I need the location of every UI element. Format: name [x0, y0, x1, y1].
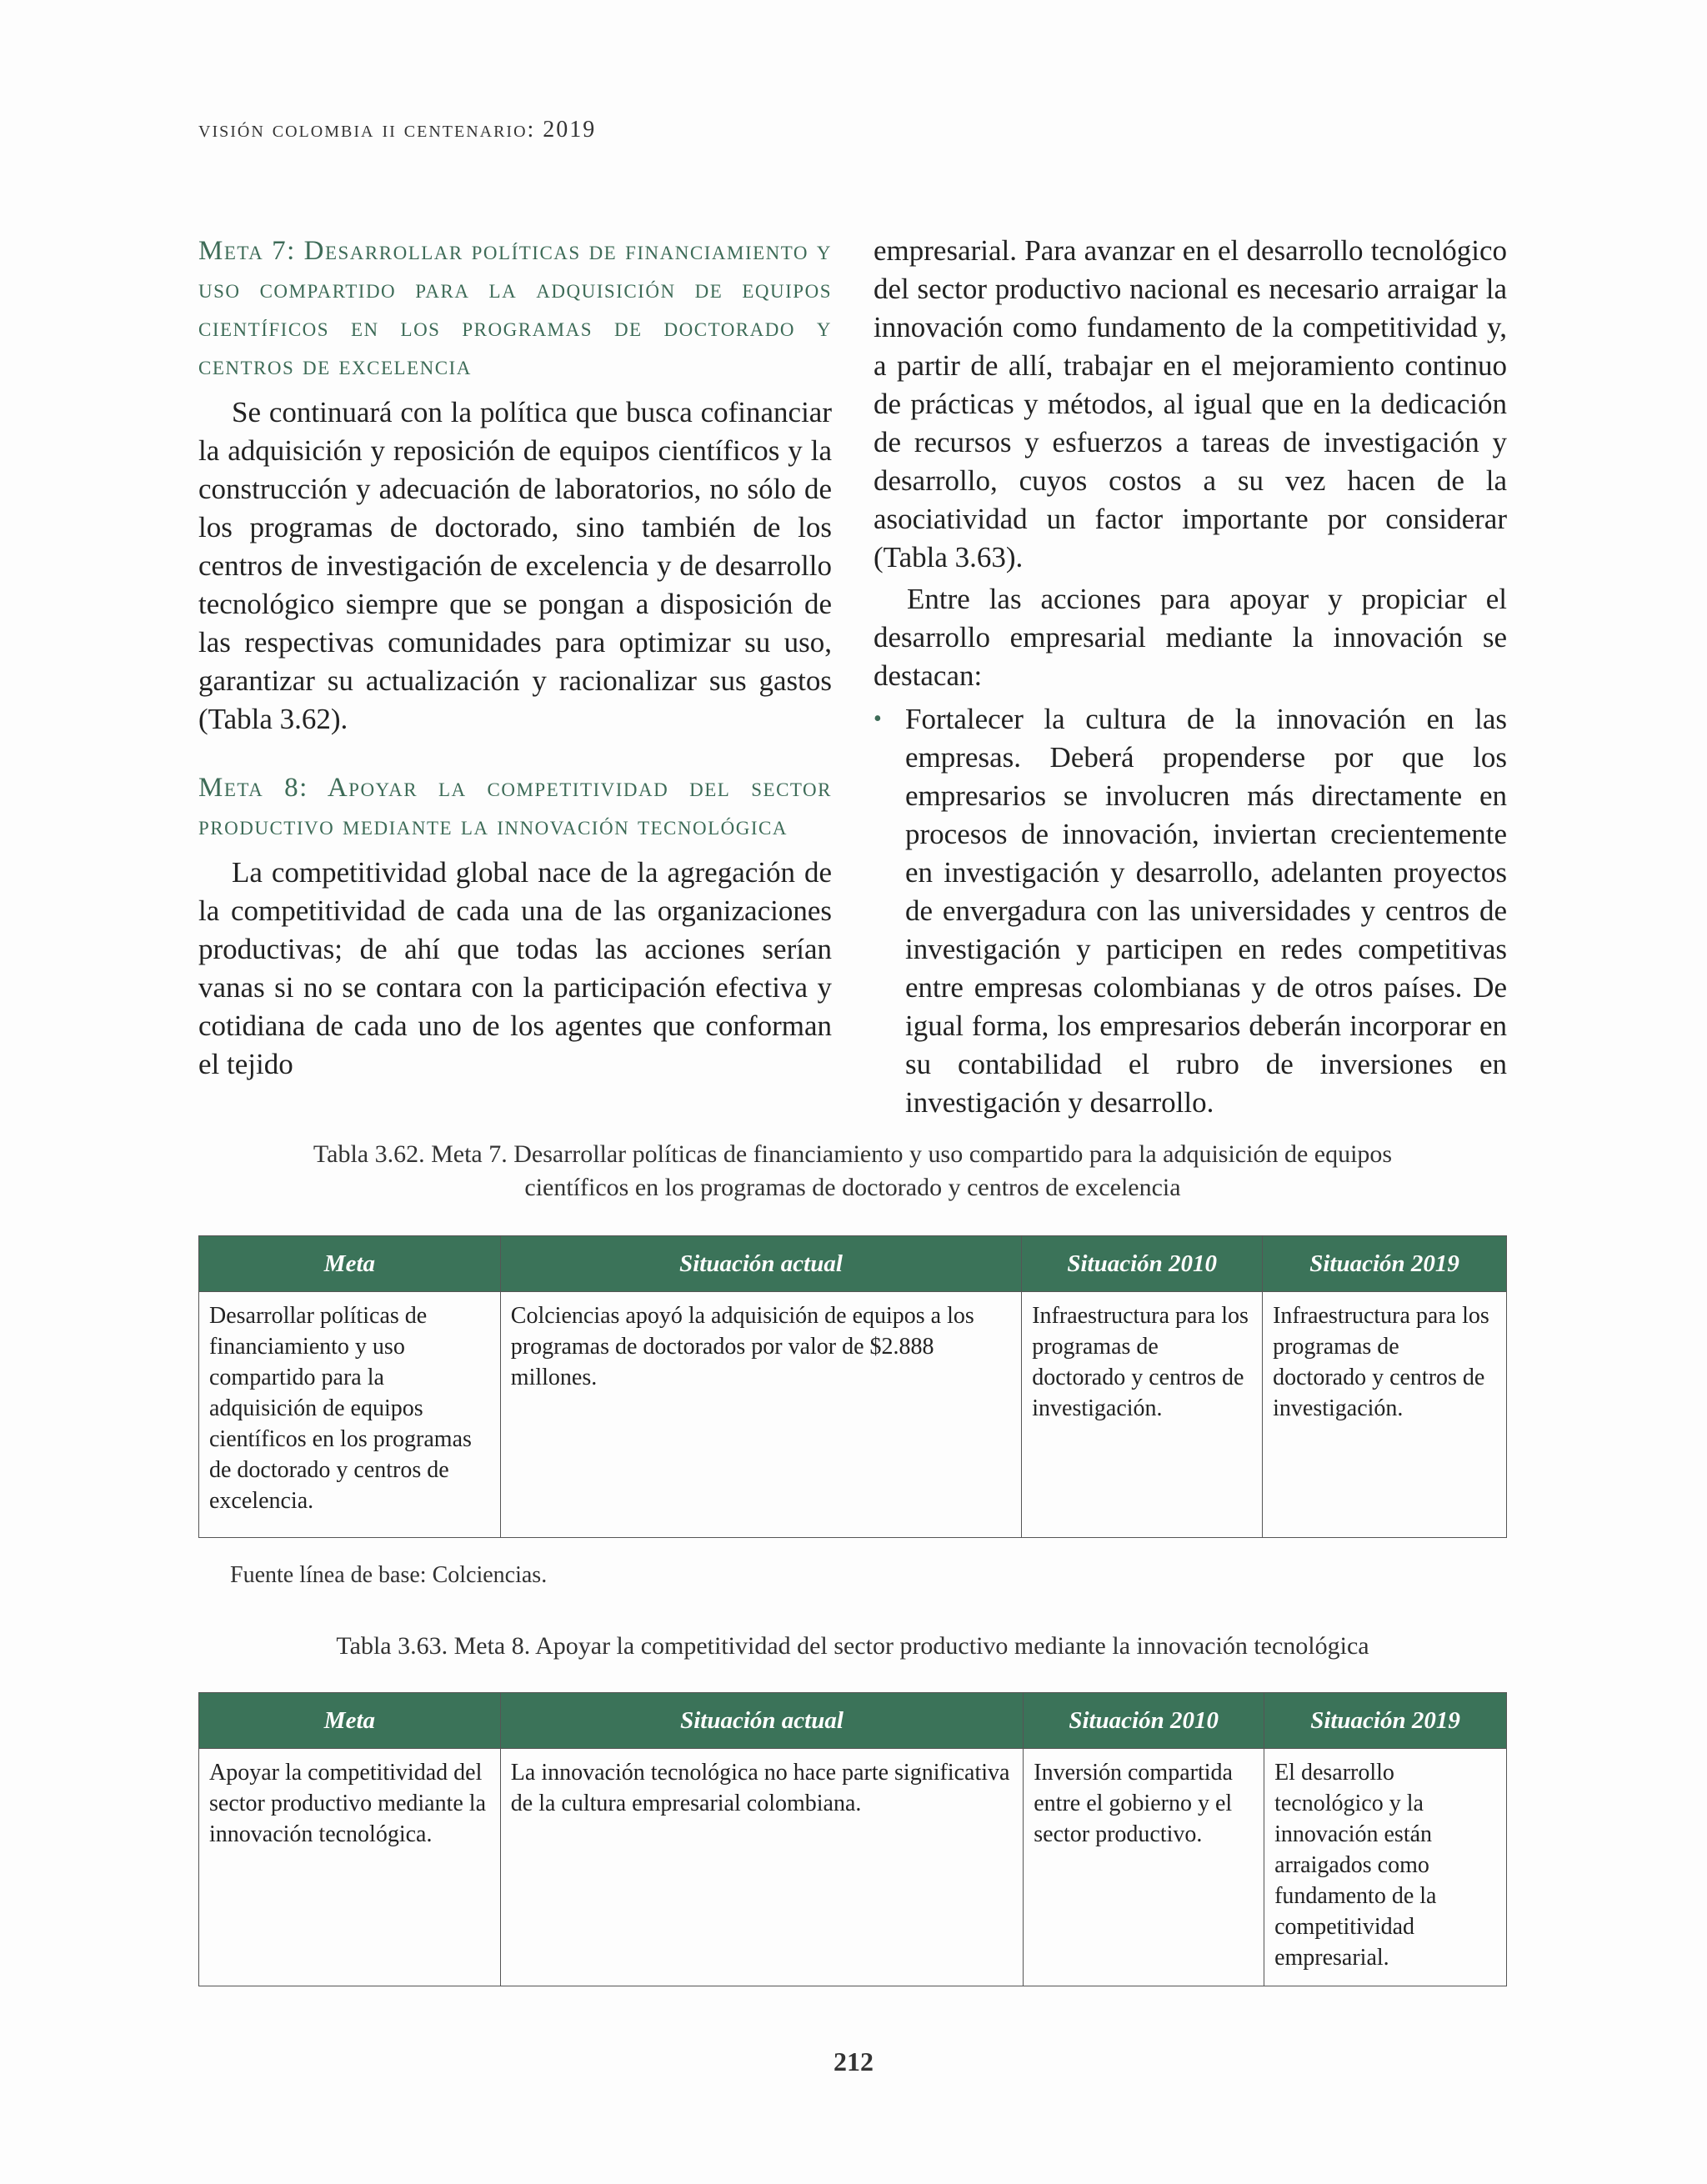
table-row [199, 1749, 1507, 1986]
caption-line-1: Tabla 3.62. Meta 7. Desarrollar políticas de financiamiento y uso compartido para la adquisición de equipos [313, 1140, 1393, 1168]
header-meta: Meta [199, 1693, 501, 1749]
continuation-paragraph: empresarial. Para avanzar en el desarrollo tecnológico del sector productivo nacional es necesario arraigar la innovación como fundamento de la competitividad y, a partir de allí, trabajar en el mejoramiento continuo de prácticas y métodos, al igual que en la dedicación de recursos y esfuerzos a tareas de investigación y desarrollo, cuyos costos a su vez hacen de la asociatividad un factor importante por considerar (Tabla 3.63). [874, 234, 1507, 574]
header-situacion-2019: Situación 2019 [1263, 1236, 1507, 1292]
table-362-caption [198, 1138, 1507, 1205]
cell-situacion-2019: El desarrollo tecnológico y la innovación están arraigados como fundamento de la competitividad empresarial. [1264, 1749, 1507, 1986]
cell-meta: Apoyar la competitividad del sector productivo mediante la innovación tecnológica. [199, 1749, 501, 1986]
bullet-text: Fortalecer la cultura de la innovación en las empresas. Deberá propenderse por que los empresarios se involucren más directamente en procesos de innovación, inviertan crecientemente en investigación y desarrollo, adelanten proyectos de envergadura con las universidades y centros de investigación y participen en redes competitivas entre empresas colombianas y de otros países. De igual forma, los empresarios deberán incorporar en su contabilidad el rubro de inversiones en investigación y desarrollo. [905, 703, 1507, 1119]
table-362-source: Fuente línea de base: Colciencias. [230, 1562, 548, 1588]
bullet-icon: • [874, 706, 882, 732]
header-situacion-2019: Situación 2019 [1264, 1693, 1507, 1749]
meta8-heading: Meta 8: Apoyar la competitividad del sector productivo mediante la innovación tecnológica [198, 773, 832, 841]
table-header-row [199, 1693, 1507, 1749]
left-column [198, 232, 832, 1084]
running-head: visión colombia ii centenario: 2019 [198, 117, 597, 143]
header-situacion-actual: Situación actual [500, 1693, 1023, 1749]
cell-situacion-2010: Infraestructura para los programas de doctorado y centros de investigación. [1022, 1292, 1263, 1538]
bullet-item [874, 700, 1507, 1122]
meta7-paragraph: Se continuará con la política que busca cofinanciar la adquisición y reposición de equipos científicos y la construcción y adecuación de laboratorios, no sólo de los programas de doctorado, sino también de los centros de investigación de excelencia y de desarrollo tecnológico siempre que se pongan a disposición de las respectivas comunidades para optimizar su uso, garantizar su actualización y racionalizar sus gastos (Tabla 3.62). [198, 396, 832, 735]
table-row [199, 1292, 1507, 1538]
header-situacion-2010: Situación 2010 [1024, 1693, 1264, 1749]
cell-meta: Desarrollar políticas de financiamiento y uso compartido para la adquisición de equipos científicos en los programas de doctorado y centros de excelencia. [199, 1292, 501, 1538]
page-number: 212 [833, 2046, 874, 2076]
header-situacion-2010: Situación 2010 [1022, 1236, 1263, 1292]
table-363 [198, 1692, 1507, 1986]
header-situacion-actual: Situación actual [500, 1236, 1021, 1292]
cell-situacion-actual: Colciencias apoyó la adquisición de equipos a los programas de doctorados por valor de $2.888 millones. [500, 1292, 1021, 1538]
table-header-row [199, 1236, 1507, 1292]
meta8-paragraph: La competitividad global nace de la agregación de la competitividad de cada una de las organizaciones productivas; de ahí que todas las acciones serían vanas si no se contara con la participación efectiva y cotidiana de cada uno de los agentes que conforman el tejido [198, 856, 832, 1080]
meta7-heading: Meta 7: Desarrollar políticas de financiamiento y uso compartido para la adquisición de equipos científicos en los programas de doctorado y centros de excelencia [198, 236, 832, 381]
caption-line-2: científicos en los programas de doctorado y centros de excelencia [524, 1174, 1181, 1201]
cell-situacion-2019: Infraestructura para los programas de doctorado y centros de investigación. [1263, 1292, 1507, 1538]
intro-paragraph: Entre las acciones para apoyar y propiciar el desarrollo empresarial mediante la innovación se destacan: [874, 583, 1507, 692]
right-column [874, 232, 1507, 1122]
header-meta: Meta [199, 1236, 501, 1292]
table-362 [198, 1235, 1507, 1538]
cell-situacion-2010: Inversión compartida entre el gobierno y el sector productivo. [1024, 1749, 1264, 1986]
cell-situacion-actual: La innovación tecnológica no hace parte significativa de la cultura empresarial colombiana. [500, 1749, 1023, 1986]
table-363-caption: Tabla 3.63. Meta 8. Apoyar la competitividad del sector productivo mediante la innovación tecnológica [336, 1632, 1369, 1660]
